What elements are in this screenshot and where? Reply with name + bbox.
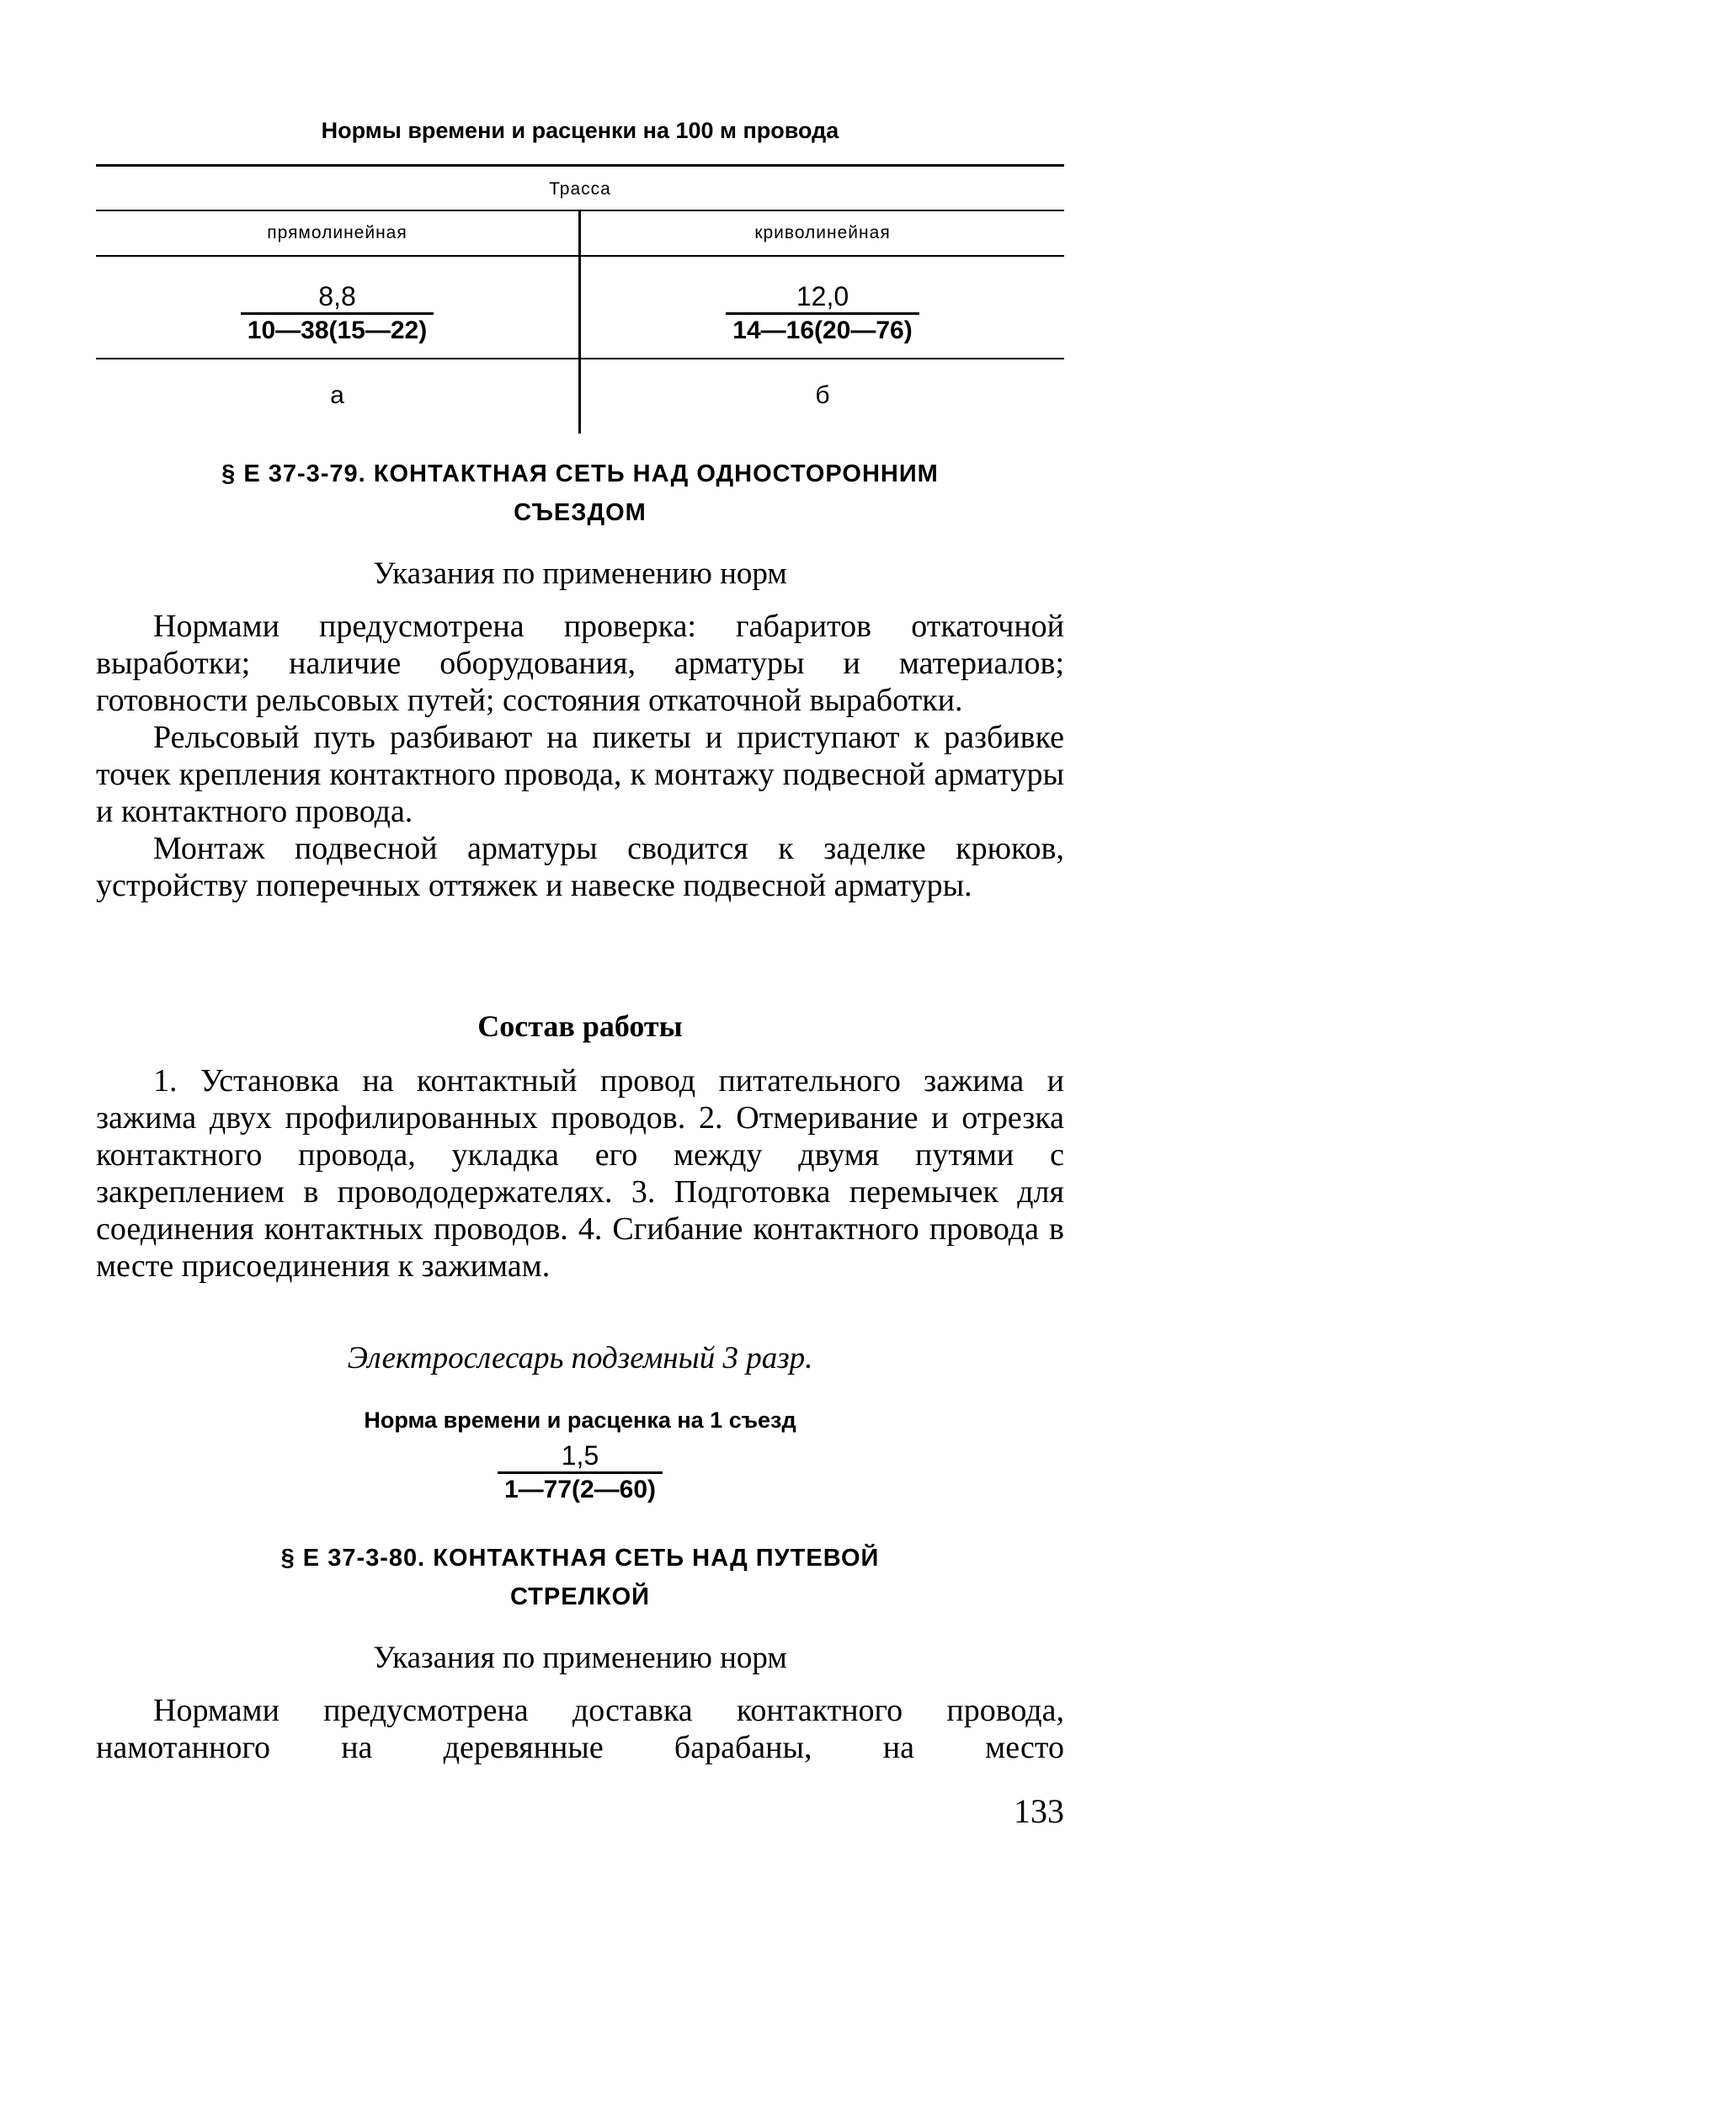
table-cell-curved [581, 282, 1064, 345]
table-rule-header [96, 255, 1064, 257]
norm-value [96, 1441, 1064, 1504]
worker-grade: Электрослесарь подземный 3 разр. [347, 1341, 813, 1375]
section-80-instructions-title: Указания по применению норм [373, 1641, 787, 1675]
section-80-heading [96, 1539, 1064, 1616]
table-rule-values [96, 358, 1064, 359]
page-number: 133 [1014, 1792, 1064, 1830]
paragraph: Монтаж подвесной арматуры сводится к заделке крюков, устройству поперечных оттяжек и навеске подвесной арматуры. [96, 831, 1064, 903]
fraction-denominator: 14—16(20—76) [726, 312, 919, 345]
fraction-numerator: 12,0 [796, 281, 849, 311]
fraction-numerator: 1,5 [561, 1440, 599, 1471]
fraction-norm [498, 1441, 663, 1504]
section-79-instructions-title: Указания по применению норм [373, 556, 787, 591]
fraction-straight [241, 282, 434, 345]
fraction-denominator: 1—77(2—60) [498, 1471, 663, 1504]
table-cell-straight [96, 282, 578, 345]
fraction-curved [726, 282, 919, 345]
paragraph: 1. Установка на контактный провод питательного зажима и зажима двух профилированных проводов. 2. Отмеривание и отрезка контактного провода, укладка его между двумя путями с закреплением в провододержателях. 3. Подготовка перемычек для соединения контактных проводов. 4. Сгибание контактного провода в месте присоединения к зажимам. [96, 1063, 1064, 1284]
section-80-instructions-body [96, 1692, 1064, 1766]
section-79-heading [96, 455, 1064, 532]
fraction-numerator: 8,8 [318, 281, 356, 311]
section-79-instructions-body [96, 608, 1064, 904]
fraction-denominator: 10—38(15—22) [241, 312, 434, 345]
table-group-header: Трасса [549, 179, 611, 199]
paragraph: Нормами предусмотрена проверка: габаритов откаточной выработки; наличие оборудования, арматуры и материалов; готовности рельсовых путей; состояния откаточной выработки. [96, 609, 1064, 718]
section-80-heading-line1: § Е 37-3-80. КОНТАКТНАЯ СЕТЬ НАД ПУТЕВОЙ [280, 1545, 880, 1572]
work-composition-body [96, 1062, 1064, 1285]
column-header-straight: прямолинейная [267, 223, 407, 242]
column-letter-a: а [330, 381, 344, 409]
table-rule-top [96, 164, 1064, 167]
norm-title: Норма времени и расценка на 1 съезд [364, 1407, 796, 1433]
paragraph: Нормами предусмотрена доставка контактного провода, намотанного на деревянные барабаны, на место [96, 1693, 1064, 1765]
section-80-heading-line2: СТРЕЛКОЙ [509, 1583, 651, 1610]
table-title: Нормы времени и расценки на 100 м провода [321, 118, 839, 143]
column-letter-b: б [815, 381, 830, 409]
column-header-curved: криволинейная [754, 223, 891, 242]
section-79-heading-line2: СЪЕЗДОМ [514, 499, 647, 526]
norms-table [96, 164, 1064, 434]
section-79-heading-line1: § Е 37-3-79. КОНТАКТНАЯ СЕТЬ НАД ОДНОСТОРОННИМ [221, 460, 939, 487]
work-composition-title: Состав работы [477, 1009, 683, 1043]
paragraph: Рельсовый путь разбивают на пикеты и приступают к разбивке точек крепления контактного провода, к монтажу подвесной арматуры и контактного провода. [96, 720, 1064, 829]
